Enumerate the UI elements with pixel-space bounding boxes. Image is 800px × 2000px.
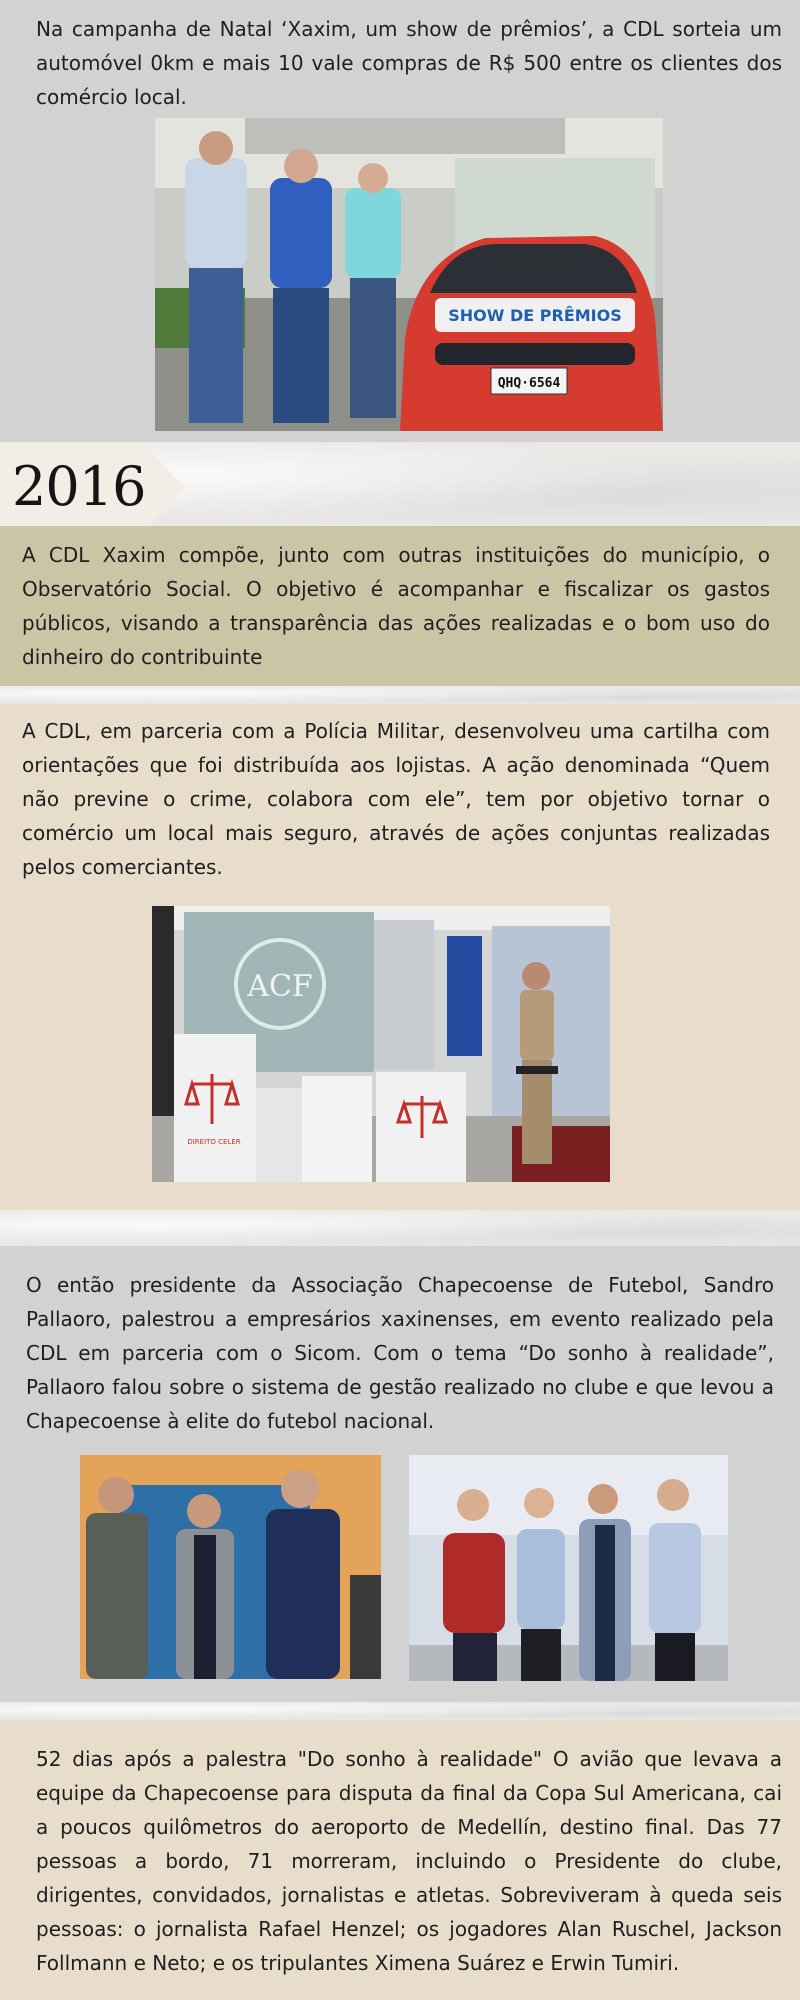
natal-paragraph: Na campanha de Natal ‘Xaxim, um show de prêmios’, a CDL sorteia um automóvel 0km e mais 10 vale compras de R$ 500 entre os clientes dos comércio local. <box>36 17 782 109</box>
divider-2 <box>0 1210 800 1246</box>
car-banner-text: SHOW DE PRÊMIOS <box>448 306 622 325</box>
observatorio-paragraph: A CDL Xaxim compõe, junto com outras instituições do município, o Observatório Social. O objetivo é acompanhar e fiscalizar os gastos públicos, visando a transparência das ações realizadas e o bom uso do dinheiro do contribuinte <box>22 543 770 669</box>
palestra-paragraph: O então presidente da Associação Chapecoense de Futebol, Sandro Pallaoro, palestrou a empresários xaxinenses, em evento realizado pela CDL em parceria com o Sicom. Com o tema “Do sonho à realidade”, Pallaoro falou sobre o sistema de gestão realizado no clube e que levou a Chapecoense à elite do futebol nacional. <box>26 1273 774 1433</box>
palestra-photo-group <box>409 1455 728 1681</box>
tragedia-paragraph: 52 dias após a palestra "Do sonho à realidade" O avião que levava a equipe da Chapecoense para disputa da final da Copa Sul Americana, cai a poucos quilômetros do aeroporto de Medellín, destino final. Das 77 pessoas a bordo, 71 morreram, incluindo o Presidente do clube, dirigentes, convidados, jornalistas e atletas. Sobreviveram à queda seis pessoas: o jornalista Rafael Henzel; os jogadores Alan Ruschel, Jackson Follmann e Neto; e os tripulantes Ximena Suárez e Erwin Tumiri. <box>36 1747 782 1975</box>
license-plate: QHQ·6564 <box>497 376 561 391</box>
year-2016: 2016 <box>12 455 146 518</box>
car-prize-photo <box>155 118 663 431</box>
projector-logo: ACF <box>247 969 313 1004</box>
cartilha-paragraph: A CDL, em parceria com a Polícia Militar, desenvolveu uma cartilha com orientações que foi distribuída aos lojistas. A ação denominada “Quem não previne o crime, colabora com ele”, tem por objetivo tornar o comércio um local mais seguro, através de ações conjuntas realizadas pelos comerciantes. <box>22 719 770 879</box>
divider-3 <box>0 1702 800 1720</box>
police-presentation-photo <box>152 906 610 1182</box>
palestra-photo-men <box>80 1455 381 1679</box>
divider-1 <box>0 686 800 704</box>
podium-label: DIREITO CELER <box>187 1138 241 1146</box>
